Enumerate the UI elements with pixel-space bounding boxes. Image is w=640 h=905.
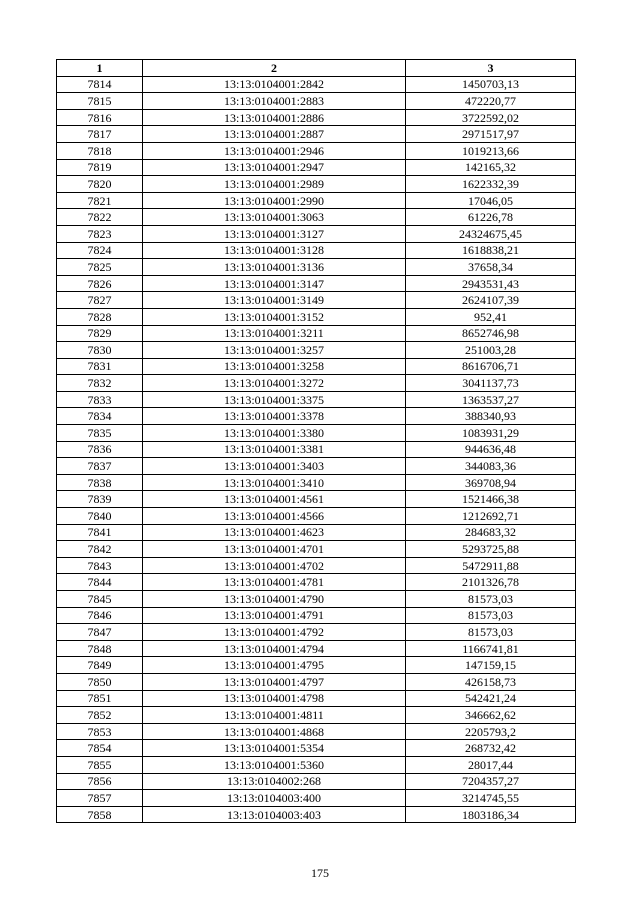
table-row <box>57 591 576 608</box>
table-row <box>57 790 576 807</box>
row-number-cell: 7843 <box>57 557 143 574</box>
row-number-cell: 7834 <box>57 408 143 425</box>
table-row <box>57 690 576 707</box>
row-number-cell: 7845 <box>57 591 143 608</box>
value-cell: 81573,03 <box>406 607 576 624</box>
table-row <box>57 441 576 458</box>
row-number-cell: 7837 <box>57 458 143 475</box>
value-cell: 2205793,2 <box>406 723 576 740</box>
row-number-cell: 7855 <box>57 756 143 773</box>
table-row <box>57 806 576 823</box>
cadastral-number-cell: 13:13:0104001:4561 <box>143 491 406 508</box>
table-row <box>57 259 576 276</box>
cadastral-number-cell: 13:13:0104001:2990 <box>143 192 406 209</box>
table-row <box>57 574 576 591</box>
value-cell: 344083,36 <box>406 458 576 475</box>
value-cell: 3214745,55 <box>406 790 576 807</box>
cadastral-number-cell: 13:13:0104003:403 <box>143 806 406 823</box>
cadastral-number-cell: 13:13:0104001:2886 <box>143 109 406 126</box>
cadastral-number-cell: 13:13:0104001:4702 <box>143 557 406 574</box>
cadastral-number-cell: 13:13:0104001:2946 <box>143 142 406 159</box>
cadastral-number-cell: 13:13:0104001:4868 <box>143 723 406 740</box>
cadastral-number-cell: 13:13:0104001:3149 <box>143 292 406 309</box>
table-row <box>57 740 576 757</box>
value-cell: 3722592,02 <box>406 109 576 126</box>
cadastral-number-cell: 13:13:0104001:3403 <box>143 458 406 475</box>
value-cell: 369708,94 <box>406 474 576 491</box>
row-number-cell: 7836 <box>57 441 143 458</box>
value-cell: 147159,15 <box>406 657 576 674</box>
value-cell: 284683,32 <box>406 524 576 541</box>
value-cell: 81573,03 <box>406 624 576 641</box>
value-cell: 1019213,66 <box>406 142 576 159</box>
table-row <box>57 126 576 143</box>
table-row <box>57 408 576 425</box>
row-number-cell: 7833 <box>57 391 143 408</box>
row-number-cell: 7816 <box>57 109 143 126</box>
row-number-cell: 7838 <box>57 474 143 491</box>
value-cell: 8652746,98 <box>406 325 576 342</box>
row-number-cell: 7839 <box>57 491 143 508</box>
table-row <box>57 176 576 193</box>
table-row <box>57 225 576 242</box>
cadastral-number-cell: 13:13:0104001:3152 <box>143 308 406 325</box>
table-row <box>57 109 576 126</box>
table-row <box>57 308 576 325</box>
row-number-cell: 7825 <box>57 259 143 276</box>
value-cell: 8616706,71 <box>406 358 576 375</box>
cadastral-number-cell: 13:13:0104001:3380 <box>143 425 406 442</box>
row-number-cell: 7832 <box>57 375 143 392</box>
row-number-cell: 7822 <box>57 209 143 226</box>
table-row <box>57 192 576 209</box>
table-row <box>57 93 576 110</box>
row-number-cell: 7823 <box>57 225 143 242</box>
cadastral-number-cell: 13:13:0104001:3410 <box>143 474 406 491</box>
cadastral-number-cell: 13:13:0104001:2842 <box>143 76 406 93</box>
row-number-cell: 7853 <box>57 723 143 740</box>
table-row <box>57 607 576 624</box>
cadastral-number-cell: 13:13:0104001:4791 <box>143 607 406 624</box>
cadastral-number-cell: 13:13:0104003:400 <box>143 790 406 807</box>
value-cell: 1521466,38 <box>406 491 576 508</box>
row-number-cell: 7850 <box>57 673 143 690</box>
row-number-cell: 7846 <box>57 607 143 624</box>
cadastral-number-cell: 13:13:0104001:3378 <box>143 408 406 425</box>
value-cell: 5293725,88 <box>406 541 576 558</box>
table-body <box>57 76 576 823</box>
cadastral-number-cell: 13:13:0104001:3136 <box>143 259 406 276</box>
value-cell: 5472911,88 <box>406 557 576 574</box>
table-row <box>57 707 576 724</box>
table-row <box>57 325 576 342</box>
table-row <box>57 657 576 674</box>
value-cell: 388340,93 <box>406 408 576 425</box>
value-cell: 1622332,39 <box>406 176 576 193</box>
row-number-cell: 7849 <box>57 657 143 674</box>
value-cell: 1450703,13 <box>406 76 576 93</box>
column-header-1: 1 <box>57 60 143 77</box>
value-cell: 1803186,34 <box>406 806 576 823</box>
row-number-cell: 7842 <box>57 541 143 558</box>
row-number-cell: 7820 <box>57 176 143 193</box>
row-number-cell: 7818 <box>57 142 143 159</box>
cadastral-number-cell: 13:13:0104002:268 <box>143 773 406 790</box>
row-number-cell: 7840 <box>57 508 143 525</box>
value-cell: 251003,28 <box>406 342 576 359</box>
cadastral-number-cell: 13:13:0104001:2947 <box>143 159 406 176</box>
row-number-cell: 7835 <box>57 425 143 442</box>
row-number-cell: 7852 <box>57 707 143 724</box>
page-number: 175 <box>311 866 329 880</box>
cadastral-number-cell: 13:13:0104001:4811 <box>143 707 406 724</box>
row-number-cell: 7814 <box>57 76 143 93</box>
table-row <box>57 723 576 740</box>
cadastral-number-cell: 13:13:0104001:4798 <box>143 690 406 707</box>
header-row <box>57 60 576 77</box>
cadastral-number-cell: 13:13:0104001:2989 <box>143 176 406 193</box>
value-cell: 472220,77 <box>406 93 576 110</box>
value-cell: 61226,78 <box>406 209 576 226</box>
value-cell: 944636,48 <box>406 441 576 458</box>
value-cell: 2943531,43 <box>406 275 576 292</box>
cadastral-number-cell: 13:13:0104001:5360 <box>143 756 406 773</box>
cadastral-number-cell: 13:13:0104001:4794 <box>143 640 406 657</box>
table-row <box>57 342 576 359</box>
table-row <box>57 275 576 292</box>
table-row <box>57 391 576 408</box>
row-number-cell: 7858 <box>57 806 143 823</box>
table-row <box>57 508 576 525</box>
table-row <box>57 358 576 375</box>
column-header-2: 2 <box>143 60 406 77</box>
table-row <box>57 292 576 309</box>
cadastral-number-cell: 13:13:0104001:3257 <box>143 342 406 359</box>
row-number-cell: 7830 <box>57 342 143 359</box>
table-row <box>57 425 576 442</box>
value-cell: 7204357,27 <box>406 773 576 790</box>
row-number-cell: 7856 <box>57 773 143 790</box>
cadastral-number-cell: 13:13:0104001:3063 <box>143 209 406 226</box>
row-number-cell: 7827 <box>57 292 143 309</box>
value-cell: 17046,05 <box>406 192 576 209</box>
cadastral-number-cell: 13:13:0104001:3381 <box>143 441 406 458</box>
table-row <box>57 524 576 541</box>
table-row <box>57 474 576 491</box>
row-number-cell: 7828 <box>57 308 143 325</box>
row-number-cell: 7829 <box>57 325 143 342</box>
table-row <box>57 773 576 790</box>
table-row <box>57 159 576 176</box>
value-cell: 1212692,71 <box>406 508 576 525</box>
table-row <box>57 458 576 475</box>
row-number-cell: 7821 <box>57 192 143 209</box>
value-cell: 1166741,81 <box>406 640 576 657</box>
row-number-cell: 7857 <box>57 790 143 807</box>
cadastral-number-cell: 13:13:0104001:4623 <box>143 524 406 541</box>
row-number-cell: 7847 <box>57 624 143 641</box>
value-cell: 426158,73 <box>406 673 576 690</box>
value-cell: 952,41 <box>406 308 576 325</box>
value-cell: 1363537,27 <box>406 391 576 408</box>
value-cell: 1083931,29 <box>406 425 576 442</box>
cadastral-number-cell: 13:13:0104001:3272 <box>143 375 406 392</box>
data-table <box>56 59 576 823</box>
row-number-cell: 7831 <box>57 358 143 375</box>
row-number-cell: 7817 <box>57 126 143 143</box>
value-cell: 542421,24 <box>406 690 576 707</box>
cadastral-number-cell: 13:13:0104001:4566 <box>143 508 406 525</box>
cadastral-number-cell: 13:13:0104001:4790 <box>143 591 406 608</box>
cadastral-number-cell: 13:13:0104001:4781 <box>143 574 406 591</box>
value-cell: 2624107,39 <box>406 292 576 309</box>
cadastral-number-cell: 13:13:0104001:3375 <box>143 391 406 408</box>
value-cell: 24324675,45 <box>406 225 576 242</box>
row-number-cell: 7824 <box>57 242 143 259</box>
value-cell: 346662,62 <box>406 707 576 724</box>
cadastral-number-cell: 13:13:0104001:4795 <box>143 657 406 674</box>
column-header-3: 3 <box>406 60 576 77</box>
cadastral-number-cell: 13:13:0104001:2887 <box>143 126 406 143</box>
cadastral-number-cell: 13:13:0104001:3211 <box>143 325 406 342</box>
row-number-cell: 7851 <box>57 690 143 707</box>
cadastral-number-cell: 13:13:0104001:2883 <box>143 93 406 110</box>
table-row <box>57 76 576 93</box>
table-row <box>57 624 576 641</box>
table-row <box>57 557 576 574</box>
value-cell: 3041137,73 <box>406 375 576 392</box>
row-number-cell: 7848 <box>57 640 143 657</box>
value-cell: 142165,32 <box>406 159 576 176</box>
cadastral-number-cell: 13:13:0104001:3258 <box>143 358 406 375</box>
value-cell: 37658,34 <box>406 259 576 276</box>
table-row <box>57 142 576 159</box>
table-row <box>57 209 576 226</box>
cadastral-number-cell: 13:13:0104001:3147 <box>143 275 406 292</box>
row-number-cell: 7841 <box>57 524 143 541</box>
cadastral-number-cell: 13:13:0104001:3128 <box>143 242 406 259</box>
row-number-cell: 7819 <box>57 159 143 176</box>
value-cell: 2971517,97 <box>406 126 576 143</box>
table-row <box>57 541 576 558</box>
row-number-cell: 7815 <box>57 93 143 110</box>
value-cell: 1618838,21 <box>406 242 576 259</box>
value-cell: 28017,44 <box>406 756 576 773</box>
row-number-cell: 7854 <box>57 740 143 757</box>
value-cell: 81573,03 <box>406 591 576 608</box>
cadastral-number-cell: 13:13:0104001:4792 <box>143 624 406 641</box>
value-cell: 2101326,78 <box>406 574 576 591</box>
cadastral-number-cell: 13:13:0104001:5354 <box>143 740 406 757</box>
table-row <box>57 640 576 657</box>
table-row <box>57 375 576 392</box>
table-row <box>57 242 576 259</box>
row-number-cell: 7844 <box>57 574 143 591</box>
cadastral-number-cell: 13:13:0104001:4701 <box>143 541 406 558</box>
row-number-cell: 7826 <box>57 275 143 292</box>
table-row <box>57 491 576 508</box>
table-row <box>57 756 576 773</box>
table-row <box>57 673 576 690</box>
cadastral-number-cell: 13:13:0104001:4797 <box>143 673 406 690</box>
cadastral-number-cell: 13:13:0104001:3127 <box>143 225 406 242</box>
value-cell: 268732,42 <box>406 740 576 757</box>
